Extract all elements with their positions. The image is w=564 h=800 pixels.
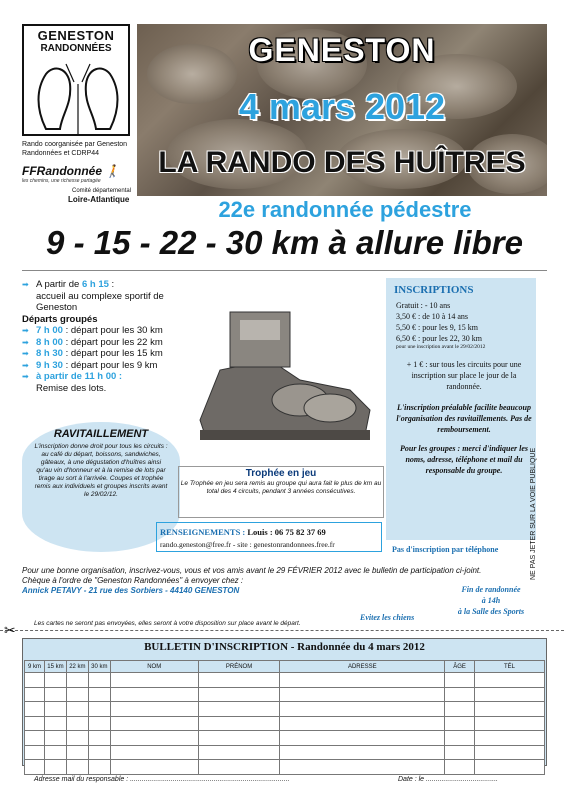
date-field[interactable]: Date : le .....................................: [398, 776, 498, 783]
departs-groupes: Départs groupés: [22, 313, 98, 325]
town-title: GENESTON: [248, 32, 436, 68]
inscriptions-text: Gratuit : - 10 ans 3,50 € : de 10 à 14 ans 5,50 € : pour les 9, 15 km 6,50 € : pour les 22, 30 km pour une inscription avant le 29/02/2012 + 1 € : sur tous les circuits pour une inscription sur place le jour de la randonnée. L'inscription préalable facilite beaucoup l'organisation des ravitaillements. Pas de remboursement. Pour les groupes : merci d'indiquer les noms, adresse, téléphone et mail du responsable du groupe.: [396, 301, 532, 475]
no-phone-registration: Pas d'inscription par téléphone: [392, 545, 499, 554]
arrow-icon: ➡: [22, 372, 29, 381]
ravitaillement-text: L'inscription donne droit pour tous les circuits : au café du départ, boissons, sandwiches, gâteaux, à une dégustation d'huîtres ainsi qu'au vin d'honneur et à la remise de lots par tirage au sort à l'arrivée. Coupes et trophée remis aux individuels et groupes inscrits avant le 29/02/12.: [34, 443, 168, 498]
vertical-notice: NE PAS JETER SUR LA VOIE PUBLIQUE: [530, 447, 537, 580]
arrow-icon: ➡: [22, 326, 29, 335]
table-row: [25, 687, 545, 702]
instructions-paragraph: Pour une bonne organisation, inscrivez-vous, vous et vos amis avant le 29 FÉVRIER 2012 avec le bulletin de participation ci-joint. Chèque à l'ordre de "Geneston Randonnées" à envoyer chez : Annick PETAVY - 21 rue des Sorbiers - 44140 GENESTON: [22, 566, 482, 595]
table-header-row: [25, 661, 545, 673]
table-row: [25, 702, 545, 717]
schedule-item: ➡ 7 h 00 : départ pour les 30 km: [22, 325, 163, 336]
event-date: 4 mars 2012: [238, 86, 446, 127]
coorganisation-text: Rando coorganisée par Geneston Randonnées et CDRP44: [22, 141, 128, 157]
inscriptions-title: INSCRIPTIONS: [394, 284, 474, 296]
divider: [22, 270, 547, 271]
ffr-name: FFRandonnée: [22, 164, 102, 178]
table-row: [25, 745, 545, 760]
renseignements-email: rando.geneston@free.fr - site : genestonrandonnees.free.fr: [160, 540, 335, 549]
schedule-list: [22, 279, 192, 394]
event-name: LA RANDO DES HUÎTRES: [158, 146, 526, 179]
arrow-icon: ➡: [22, 349, 29, 358]
comite-label: Comité départemental: [72, 188, 132, 194]
schedule-start: ➡ A partir de 6 h 15 : accueil au complexe sportif de Geneston: [22, 279, 164, 313]
region-label: Loire-Atlantique: [68, 195, 130, 204]
col-prenom: PRÉNOM: [198, 661, 280, 673]
ffr-tagline: les chemins, une richesse partagée: [22, 178, 101, 184]
cut-line: [0, 630, 564, 631]
table-row: [25, 731, 545, 746]
feet-icon: [26, 54, 130, 136]
scissors-icon: ✂: [4, 622, 16, 638]
col-adresse: ADRESSE: [280, 661, 445, 673]
hiker-icon: 🚶: [105, 164, 121, 178]
schedule-item: ➡ 9 h 30 : départ pour les 9 km: [22, 359, 158, 371]
bulletin-table: [24, 660, 545, 775]
col-15km: 15 km: [44, 661, 66, 673]
col-age: ÂGE: [445, 661, 475, 673]
col-22km: 22 km: [66, 661, 88, 673]
trophee-text: Trophée en jeu Le Trophée en jeu sera remis au groupe qui aura fait le plus de km au total des 4 circuits, pendant 3 années consécutives.: [180, 468, 382, 495]
arrow-icon: ➡: [22, 360, 29, 370]
schedule-item: ➡ 8 h 00 : départ pour les 22 km: [22, 336, 163, 348]
schedule-item: ➡ 8 h 30 : départ pour les 15 km: [22, 348, 163, 359]
arrow-icon: ➡: [22, 280, 29, 289]
fin-randonnee: Fin de randonnée à 14h à la Salle des Sports: [457, 585, 525, 616]
col-30km: 30 km: [88, 661, 110, 673]
mail-field[interactable]: Adresse mail du responsable : ..................................................................................: [34, 776, 290, 783]
edition-title: 22e randonnée pédestre: [218, 197, 472, 222]
evitez-chiens: Evitez les chiens: [360, 613, 415, 622]
col-tel: TÉL: [475, 661, 545, 673]
arrow-icon: ➡: [22, 337, 29, 347]
ffrandonnee-logo: [22, 164, 120, 178]
geneston-randonnees-logo: [22, 24, 130, 136]
bulletin-title: BULLETIN D'INSCRIPTION - Randonnée du 4 mars 2012: [144, 641, 425, 653]
trophy-shoe-image: [180, 300, 390, 450]
renseignements-line: RENSEIGNEMENTS : Louis : 06 75 82 37 69: [160, 527, 326, 537]
table-row: [25, 760, 545, 775]
logo-subtitle: RANDONNÉES: [40, 43, 112, 54]
table-row: [25, 716, 545, 731]
col-9km: 9 km: [25, 661, 45, 673]
col-nom: NOM: [110, 661, 198, 673]
ravitaillement-title: RAVITAILLEMENT: [53, 428, 149, 440]
table-row: [25, 673, 545, 688]
cartes-notice: Les cartes ne seront pas envoyées, elles seront à votre disposition sur place avant le départ.: [34, 620, 301, 627]
logo-title: GENESTON: [37, 28, 115, 43]
schedule-end: ➡ à partir de 11 h 00 : Remise des lots.: [22, 371, 123, 394]
distances-title: 9 - 15 - 22 - 30 km à allure libre: [46, 224, 523, 261]
trophee-heading: Trophée en jeu: [245, 468, 317, 479]
